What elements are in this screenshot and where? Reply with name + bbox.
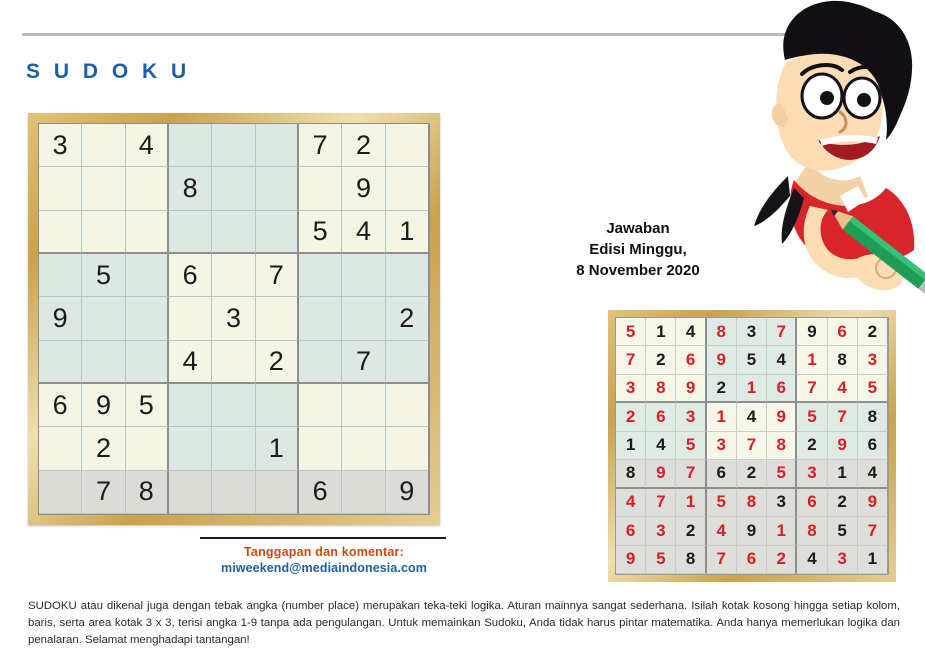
puzzle-cell-r6-c8[interactable]: 7 [342,341,385,384]
puzzle-cell-r1-c7[interactable]: 7 [299,124,342,167]
answer-cell-r8-c6: 1 [767,517,797,545]
puzzle-cell-r7-c2[interactable]: 9 [82,384,125,427]
answer-cell-r6-c4: 6 [707,460,737,488]
answer-cell-r6-c9: 4 [858,460,888,488]
answer-cell-r9-c1: 9 [616,546,646,574]
puzzle-cell-r2-c1[interactable] [39,167,82,210]
puzzle-cell-r4-c6[interactable]: 7 [256,254,299,297]
answer-cell-r5-c3: 5 [676,432,706,460]
puzzle-cell-r3-c9[interactable]: 1 [386,211,429,254]
answer-cell-r3-c1: 3 [616,375,646,403]
answer-cell-r4-c6: 9 [767,403,797,431]
puzzle-cell-r1-c4[interactable] [169,124,212,167]
puzzle-cell-r8-c1[interactable] [39,427,82,470]
answer-cell-r2-c5: 5 [737,346,767,374]
puzzle-cell-r7-c6[interactable] [256,384,299,427]
feedback-divider [200,537,446,539]
answer-cell-r8-c7: 8 [797,517,827,545]
puzzle-cell-r8-c5[interactable] [212,427,255,470]
puzzle-cell-r9-c8[interactable] [342,471,385,514]
puzzle-cell-r1-c6[interactable] [256,124,299,167]
answer-cell-r1-c4: 8 [707,318,737,346]
puzzle-cell-r7-c1[interactable]: 6 [39,384,82,427]
puzzle-cell-r7-c4[interactable] [169,384,212,427]
puzzle-cell-r1-c3[interactable]: 4 [126,124,169,167]
answer-cell-r7-c7: 6 [797,489,827,517]
puzzle-cell-r7-c5[interactable] [212,384,255,427]
answer-cell-r6-c2: 9 [646,460,676,488]
puzzle-cell-r1-c1[interactable]: 3 [39,124,82,167]
answer-cell-r1-c1: 5 [616,318,646,346]
puzzle-cell-r5-c4[interactable] [169,297,212,340]
puzzle-cell-r3-c2[interactable] [82,211,125,254]
answer-cell-r9-c5: 6 [737,546,767,574]
answer-cell-r3-c8: 4 [828,375,858,403]
answer-cell-r7-c5: 8 [737,489,767,517]
answer-cell-r3-c6: 6 [767,375,797,403]
puzzle-cell-r2-c6[interactable] [256,167,299,210]
puzzle-cell-r8-c8[interactable] [342,427,385,470]
answer-cell-r1-c8: 6 [828,318,858,346]
puzzle-cell-r5-c9[interactable]: 2 [386,297,429,340]
puzzle-cell-r4-c2[interactable]: 5 [82,254,125,297]
puzzle-cell-r6-c2[interactable] [82,341,125,384]
answer-cell-r5-c9: 6 [858,432,888,460]
puzzle-cell-r9-c4[interactable] [169,471,212,514]
sudoku-answer-grid [615,317,889,575]
puzzle-cell-r5-c3[interactable] [126,297,169,340]
answer-cell-r4-c2: 6 [646,403,676,431]
answer-cell-r8-c1: 6 [616,517,646,545]
feedback-label: Tanggapan dan komentar: [244,545,404,559]
puzzle-cell-r7-c3[interactable]: 5 [126,384,169,427]
puzzle-cell-r1-c9[interactable] [386,124,429,167]
puzzle-cell-r1-c8[interactable]: 2 [342,124,385,167]
answer-cell-r5-c2: 4 [646,432,676,460]
answer-cell-r9-c9: 1 [858,546,888,574]
puzzle-cell-r5-c1[interactable]: 9 [39,297,82,340]
answer-cell-r9-c2: 5 [646,546,676,574]
answer-cell-r1-c3: 4 [676,318,706,346]
sudoku-puzzle-grid[interactable] [38,123,430,515]
puzzle-cell-r1-c2[interactable] [82,124,125,167]
puzzle-cell-r8-c3[interactable] [126,427,169,470]
puzzle-cell-r1-c5[interactable] [212,124,255,167]
puzzle-cell-r5-c2[interactable] [82,297,125,340]
puzzle-cell-r9-c1[interactable] [39,471,82,514]
answer-cell-r6-c7: 3 [797,460,827,488]
answer-cell-r2-c8: 8 [828,346,858,374]
sudoku-answer-frame [608,310,896,582]
puzzle-cell-r8-c4[interactable] [169,427,212,470]
puzzle-cell-r2-c7[interactable] [299,167,342,210]
answer-cell-r8-c4: 4 [707,517,737,545]
answer-cell-r5-c7: 2 [797,432,827,460]
puzzle-cell-r3-c1[interactable] [39,211,82,254]
answer-cell-r4-c3: 3 [676,403,706,431]
answer-caption-line3: 8 November 2020 [576,262,700,279]
answer-cell-r5-c1: 1 [616,432,646,460]
answer-cell-r8-c9: 7 [858,517,888,545]
puzzle-cell-r6-c5[interactable] [212,341,255,384]
answer-cell-r2-c4: 9 [707,346,737,374]
instructions-text: SUDOKU atau dikenal juga dengan tebak angka (number place) merupakan teka-teki logika. Aturan mainnya sangat sederhana. Isilah kotak kosong hingga setiap kolom, baris, serta area kotak 3 x 3, terisi angka 1-9 tanpa ada pengulangan. Untuk memainkan Sudoku, Anda tidak harus pintar matematika. Anda hanya memerlukan logika dan penalaran. Selamat menghadapi tantangan! [28,600,900,646]
puzzle-cell-r8-c6[interactable]: 1 [256,427,299,470]
puzzle-cell-r2-c5[interactable] [212,167,255,210]
answer-cell-r1-c9: 2 [858,318,888,346]
answer-cell-r6-c1: 8 [616,460,646,488]
puzzle-cell-r6-c1[interactable] [39,341,82,384]
puzzle-cell-r5-c6[interactable] [256,297,299,340]
puzzle-cell-r7-c9[interactable] [386,384,429,427]
puzzle-cell-r2-c3[interactable] [126,167,169,210]
answer-cell-r7-c8: 2 [828,489,858,517]
puzzle-cell-r8-c7[interactable] [299,427,342,470]
puzzle-cell-r7-c8[interactable] [342,384,385,427]
answer-cell-r2-c2: 2 [646,346,676,374]
answer-cell-r6-c6: 5 [767,460,797,488]
answer-cell-r3-c7: 7 [797,375,827,403]
answer-cell-r5-c8: 9 [828,432,858,460]
answer-cell-r2-c1: 7 [616,346,646,374]
puzzle-cell-r2-c9[interactable] [386,167,429,210]
answer-cell-r2-c9: 3 [858,346,888,374]
puzzle-cell-r4-c3[interactable] [126,254,169,297]
answer-cell-r4-c9: 8 [858,403,888,431]
answer-caption-line1: Jawaban [606,220,670,237]
puzzle-cell-r8-c9[interactable] [386,427,429,470]
puzzle-cell-r6-c3[interactable] [126,341,169,384]
puzzle-cell-r6-c4[interactable]: 4 [169,341,212,384]
answer-cell-r5-c4: 3 [707,432,737,460]
answer-caption [548,218,728,281]
answer-cell-r9-c6: 2 [767,546,797,574]
answer-cell-r6-c8: 1 [828,460,858,488]
answer-cell-r8-c3: 2 [676,517,706,545]
top-divider [22,33,894,36]
puzzle-cell-r9-c6[interactable] [256,471,299,514]
page-title: S U D O K U [26,60,191,83]
answer-cell-r2-c3: 6 [676,346,706,374]
puzzle-cell-r3-c8[interactable]: 4 [342,211,385,254]
answer-cell-r3-c5: 1 [737,375,767,403]
answer-cell-r9-c3: 8 [676,546,706,574]
puzzle-cell-r8-c2[interactable]: 2 [82,427,125,470]
answer-cell-r5-c5: 7 [737,432,767,460]
answer-cell-r7-c2: 7 [646,489,676,517]
puzzle-cell-r2-c2[interactable] [82,167,125,210]
answer-cell-r4-c8: 7 [828,403,858,431]
answer-cell-r1-c7: 9 [797,318,827,346]
puzzle-cell-r6-c7[interactable] [299,341,342,384]
answer-cell-r4-c4: 1 [707,403,737,431]
answer-caption-line2: Edisi Minggu, [589,241,687,258]
sudoku-puzzle-frame [28,113,440,525]
puzzle-cell-r5-c7[interactable] [299,297,342,340]
answer-cell-r1-c5: 3 [737,318,767,346]
puzzle-cell-r5-c8[interactable] [342,297,385,340]
answer-cell-r4-c1: 2 [616,403,646,431]
answer-cell-r3-c2: 8 [646,375,676,403]
puzzle-cell-r6-c9[interactable] [386,341,429,384]
answer-cell-r6-c3: 7 [676,460,706,488]
answer-cell-r8-c5: 9 [737,517,767,545]
puzzle-cell-r3-c5[interactable] [212,211,255,254]
answer-cell-r8-c2: 3 [646,517,676,545]
answer-cell-r7-c1: 4 [616,489,646,517]
answer-cell-r7-c9: 9 [858,489,888,517]
puzzle-cell-r4-c5[interactable] [212,254,255,297]
puzzle-cell-r3-c6[interactable] [256,211,299,254]
puzzle-cell-r9-c5[interactable] [212,471,255,514]
puzzle-cell-r3-c3[interactable] [126,211,169,254]
puzzle-cell-r3-c4[interactable] [169,211,212,254]
puzzle-cell-r4-c8[interactable] [342,254,385,297]
answer-cell-r3-c3: 9 [676,375,706,403]
answer-cell-r9-c4: 7 [707,546,737,574]
puzzle-cell-r2-c4[interactable]: 8 [169,167,212,210]
puzzle-cell-r9-c2[interactable]: 7 [82,471,125,514]
answer-cell-r7-c3: 1 [676,489,706,517]
feedback-block [200,537,448,575]
answer-cell-r7-c6: 3 [767,489,797,517]
answer-cell-r8-c8: 5 [828,517,858,545]
answer-cell-r6-c5: 2 [737,460,767,488]
puzzle-cell-r9-c7[interactable]: 6 [299,471,342,514]
answer-cell-r3-c9: 5 [858,375,888,403]
feedback-email-link[interactable]: miweekend@mediaindonesia.com [220,561,428,575]
answer-cell-r1-c6: 7 [767,318,797,346]
answer-cell-r4-c5: 4 [737,403,767,431]
answer-cell-r7-c4: 5 [707,489,737,517]
puzzle-cell-r4-c9[interactable] [386,254,429,297]
answer-cell-r2-c7: 1 [797,346,827,374]
puzzle-cell-r9-c9[interactable]: 9 [386,471,429,514]
answer-cell-r9-c8: 3 [828,546,858,574]
answer-cell-r3-c4: 2 [707,375,737,403]
puzzle-cell-r9-c3[interactable]: 8 [126,471,169,514]
puzzle-cell-r4-c4[interactable]: 6 [169,254,212,297]
puzzle-cell-r4-c1[interactable] [39,254,82,297]
answer-cell-r4-c7: 5 [797,403,827,431]
puzzle-cell-r6-c6[interactable]: 2 [256,341,299,384]
puzzle-cell-r2-c8[interactable]: 9 [342,167,385,210]
answer-cell-r1-c2: 1 [646,318,676,346]
answer-cell-r5-c6: 8 [767,432,797,460]
answer-cell-r9-c7: 4 [797,546,827,574]
answer-cell-r2-c6: 4 [767,346,797,374]
puzzle-cell-r5-c5[interactable]: 3 [212,297,255,340]
puzzle-cell-r3-c7[interactable]: 5 [299,211,342,254]
puzzle-cell-r4-c7[interactable] [299,254,342,297]
puzzle-cell-r7-c7[interactable] [299,384,342,427]
